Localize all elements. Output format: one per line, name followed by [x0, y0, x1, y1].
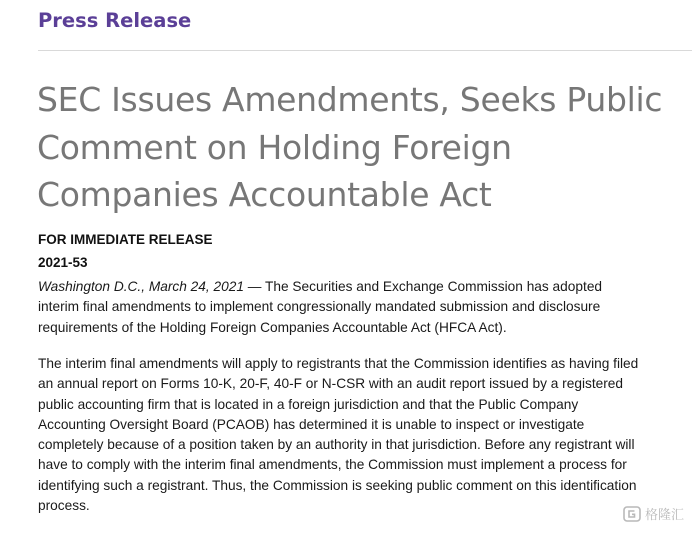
gelonghui-logo-icon — [623, 506, 641, 522]
paragraph-line: identifying such a registrant. Thus, the Commission is seeking public comment on this identification — [38, 477, 637, 493]
paragraph-line: process. — [38, 498, 90, 514]
dateline-dash: — — [243, 279, 265, 294]
press-release-headline — [37, 76, 682, 219]
section-label: Press Release — [38, 9, 192, 32]
paragraph-line: public accounting firm that is located in a foreign jurisdiction and that the Public Company — [38, 396, 579, 412]
release-flag: FOR IMMEDIATE RELEASE — [38, 232, 213, 247]
paragraph-line: an annual report on Forms 10-K, 20-F, 40-F or N-CSR with an audit report issued by a registered — [38, 376, 624, 392]
lead-text: The Securities and Exchange Commission has adopted — [264, 279, 603, 294]
watermark — [623, 504, 684, 523]
dateline: Washington D.C., March 24, 2021 — [38, 279, 244, 294]
body-paragraph — [38, 354, 688, 516]
paragraph-line — [38, 277, 688, 297]
header-divider — [38, 50, 692, 51]
paragraph-line: requirements of the Holding Foreign Companies Accountable Act (HFCA Act). — [38, 319, 507, 335]
headline-line: Comment on Holding Foreign — [37, 127, 512, 167]
paragraph-line: The interim final amendments will apply to registrants that the Commission identifies as having filed — [38, 356, 639, 371]
paragraph-line: have to comply with the interim final amendments, the Commission must implement a process for — [38, 457, 627, 473]
paragraph-line: interim final amendments to implement congressionally mandated submission and disclosure — [38, 299, 601, 315]
lead-paragraph — [38, 277, 688, 338]
headline-line: Companies Accountable Act — [37, 175, 492, 214]
headline-line: SEC Issues Amendments, Seeks Public — [37, 80, 663, 119]
paragraph-line: completely because of a position taken by an authority in that jurisdiction. Before any registrant will — [38, 437, 635, 453]
watermark-text: 格隆汇 — [644, 508, 684, 523]
release-number: 2021-53 — [38, 255, 88, 270]
paragraph-line: Accounting Oversight Board (PCAOB) has determined it is unable to inspect or investigate — [38, 416, 585, 432]
